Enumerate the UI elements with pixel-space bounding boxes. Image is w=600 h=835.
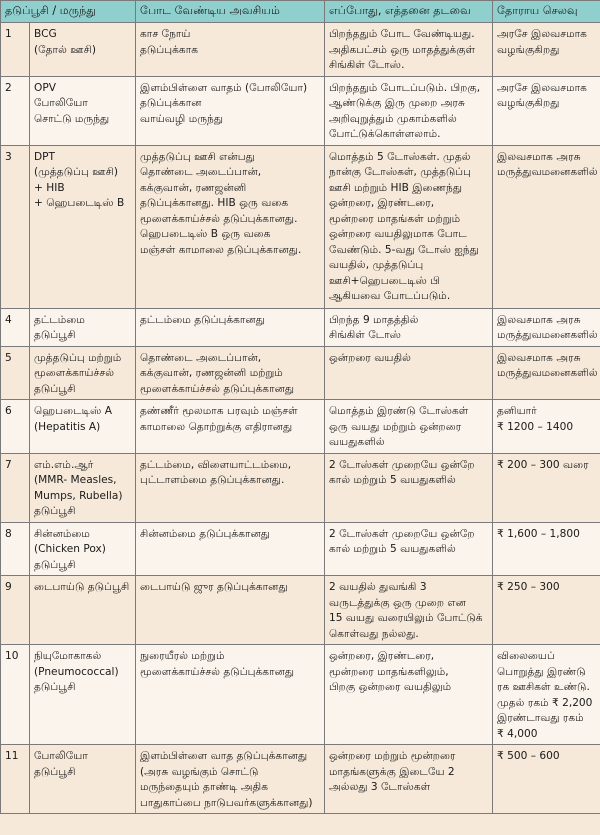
vaccine-line: + HIB (34, 181, 65, 194)
table-row (1, 576, 600, 645)
cost-line: ₹ 250 – 300 (497, 581, 560, 593)
row-number: 1 (1, 23, 30, 77)
vaccine-line: தடுப்பூசி (34, 329, 76, 341)
cell-purpose (136, 453, 325, 522)
cell-vaccine (30, 453, 136, 522)
when-line: கால் மற்றும் 5 வயதுகளில் (329, 543, 456, 555)
table-row (1, 645, 600, 745)
table-row (1, 145, 600, 308)
cell-vaccine (30, 576, 136, 645)
cell-vaccine (30, 522, 136, 576)
cell-cost (493, 346, 600, 400)
when-line: ஒன்றரை மற்றும் மூன்றரை (329, 750, 456, 762)
cell-when (325, 453, 493, 522)
vaccine-line: தடுப்பூசி (34, 765, 76, 778)
purpose-line: முத்தடுப்பு ஊசி என்பது (140, 150, 255, 163)
cell-purpose (136, 745, 325, 814)
when-line: 2 டோஸ்கள் முறையே ஒன்றே (329, 458, 475, 471)
cost-line: பொறுத்து இரண்டு (497, 665, 586, 678)
row-number: 5 (1, 346, 30, 400)
purpose-line: மஞ்சள் காமாலை தடுப்புக்கானது. (140, 243, 302, 256)
cost-line: தனியார் (497, 405, 537, 417)
vaccine-line: நியுமோகாகல் (34, 650, 102, 662)
cell-cost (493, 576, 600, 645)
vaccine-line: தடுப்பூசி (34, 382, 76, 395)
when-line: 2 டோஸ்கள் முறையே ஒன்றே (329, 527, 475, 540)
when-line: வயதில், முத்தடுப்பு (329, 259, 424, 271)
cell-vaccine (30, 400, 136, 454)
cell-vaccine (30, 308, 136, 346)
vaccine-line: போலியோ (34, 750, 88, 762)
purpose-line: தட்டம்மை தடுப்புக்கானது (140, 313, 265, 326)
table-row (1, 23, 600, 77)
vaccine-line: தடுப்பூசி (34, 505, 76, 517)
cost-line: வழங்குகிறது (497, 43, 560, 56)
vaccine-line: போலியோ (34, 97, 88, 109)
cell-vaccine (30, 346, 136, 400)
when-line: மொத்தம் 5 டோஸ்கள். முதல் (329, 150, 471, 163)
cell-when (325, 400, 493, 454)
cost-line: இலவசமாக அரசு (497, 313, 581, 326)
cell-purpose (136, 76, 325, 145)
cell-purpose (136, 145, 325, 308)
cell-purpose (136, 346, 325, 400)
when-line: சிங்கிள் டோஸ். (329, 59, 405, 71)
cell-when (325, 576, 493, 645)
row-number: 4 (1, 308, 30, 346)
cell-cost (493, 745, 600, 814)
table-header (1, 1, 600, 23)
row-number: 9 (1, 576, 30, 645)
cell-purpose (136, 522, 325, 576)
vaccine-line: (தோல் ஊசி) (34, 43, 97, 56)
cost-line: மருத்துவமனைகளில் (497, 367, 598, 379)
cell-purpose (136, 400, 325, 454)
purpose-line: தடுப்புக்கான (140, 97, 202, 109)
when-line: அறிவுறுத்தும் முகாம்களில் (329, 112, 457, 125)
cell-cost (493, 400, 600, 454)
cell-when (325, 522, 493, 576)
vaccine-line: DPT (34, 150, 56, 163)
vaccine-line: + ஹெபடைடிஸ் B (34, 197, 125, 209)
vaccine-line: தடுப்பூசி (34, 558, 76, 571)
vaccine-line: (MMR- Measles, (34, 474, 117, 486)
when-line: ஒன்றரை, இரண்டரை, (329, 197, 435, 209)
cost-line: ₹ 200 – 300 வரை (497, 458, 589, 471)
purpose-line: தொண்டை அடைப்பான், (140, 166, 262, 178)
header-vaccine: தடுப்பூசி / மருந்து (1, 1, 136, 23)
table-row (1, 522, 600, 576)
when-line: நான்கு டோஸ்கள், முத்தடுப்பு (329, 166, 472, 178)
cell-cost (493, 645, 600, 745)
cost-line: விலையைப் (497, 650, 555, 662)
purpose-line: கக்குவான், ரணஜன்னி (140, 181, 247, 194)
vaccine-line: சின்னம்மை (34, 527, 90, 540)
when-line: கால் மற்றும் 5 வயதுகளில் (329, 474, 456, 486)
cost-line: அரசே இலவசமாக (497, 81, 587, 94)
vaccine-line: முத்தடுப்பு மற்றும் (34, 351, 122, 364)
when-line: ஆகியவை போடப்படும். (329, 290, 451, 302)
purpose-line: தொண்டை அடைப்பான், (140, 351, 262, 364)
cell-when (325, 308, 493, 346)
when-line: ஒன்றரை வயதிலுமாக போட (329, 228, 467, 240)
vaccine-line: (Pneumococcal) (34, 665, 119, 678)
when-line: வேண்டும். 5-வது டோஸ் ஐந்து (329, 243, 479, 256)
cell-purpose (136, 576, 325, 645)
purpose-line: டைபாய்டு ஜுர தடுப்புக்கானது (140, 581, 288, 593)
vaccine-line: (Chicken Pox) (34, 543, 106, 555)
purpose-line: (அரசு வழங்கும் சொட்டு (140, 765, 259, 778)
cell-when (325, 346, 493, 400)
purpose-line: மூளைக்காய்ச்சல் தடுப்புக்கானது (140, 382, 295, 395)
vaccine-line: மூளைக்காய்ச்சல் (34, 367, 115, 379)
purpose-line: புட்டாளம்மை தடுப்புக்கானது. (140, 474, 285, 486)
purpose-line: தண்ணீர் மூலமாக பரவும் மஞ்சள் (140, 405, 298, 417)
cell-when (325, 145, 493, 308)
purpose-line: மருந்தையும் தாண்டி அதிக (140, 781, 268, 793)
when-line: அதிகபட்சம் ஒரு மாதத்துக்குள் (329, 43, 476, 56)
cost-line: ₹ 1200 – 1400 (497, 420, 574, 433)
cost-line: இரண்டாவது ரகம் (497, 712, 584, 724)
row-number: 10 (1, 645, 30, 745)
table-row (1, 453, 600, 522)
when-line: வயதுகளில் (329, 436, 385, 448)
vaccine-line: தட்டம்மை (34, 313, 85, 326)
purpose-line: ஹெபடைடிஸ் B ஒரு வகை (140, 228, 271, 240)
cell-vaccine (30, 76, 136, 145)
cost-line: ரக ஊசிகள் உண்டு. (497, 681, 590, 693)
vaccine-line: சொட்டு மருந்து (34, 112, 110, 125)
purpose-line: இளம்பிள்ளை வாதம் (போலியோ) (140, 81, 308, 94)
purpose-line: தடுப்புக்காக (140, 43, 199, 56)
when-line: மாதங்களுக்கு இடையே 2 (329, 765, 455, 778)
header-when: எப்போது, எத்தனை தடவை (325, 1, 493, 23)
cell-cost (493, 522, 600, 576)
table-row (1, 346, 600, 400)
purpose-line: காமாலை தொற்றுக்கு எதிரானது (140, 420, 293, 433)
purpose-line: மூளைக்காய்ச்சல் தடுப்புக்கானது (140, 665, 295, 678)
cost-line: முதல் ரகம் ₹ 2,200 (497, 696, 593, 709)
when-line: மூன்றரை மாதங்கள் மற்றும் (329, 212, 461, 225)
purpose-line: கக்குவான், ரணஜன்னி மற்றும் (140, 367, 283, 379)
vaccine-line: எம்.எம்.ஆர் (34, 458, 94, 471)
when-line: ஒரு வயது மற்றும் ஒன்றரை (329, 420, 462, 433)
cell-cost (493, 23, 600, 77)
purpose-line: பாதுகாப்பை நாடுபவர்களுக்கானது) (140, 796, 313, 809)
header-cost: தோராய செலவு (493, 1, 600, 23)
cell-cost (493, 453, 600, 522)
when-line: 15 வயது வரையிலும் போட்டுக் (329, 612, 483, 624)
table-row (1, 308, 600, 346)
vaccine-line: ஹெபடைடிஸ் A (34, 405, 112, 417)
vaccine-line: (Hepatitis A) (34, 420, 101, 433)
cost-line: ₹ 4,000 (497, 727, 538, 740)
when-line: 2 வயதில் துவங்கி 3 (329, 581, 427, 593)
when-line: பிறந்ததும் போட வேண்டியது. (329, 28, 475, 40)
vaccine-line: டைபாய்டு தடுப்பூசி (34, 581, 130, 593)
when-line: கொள்வது நல்லது. (329, 627, 419, 640)
cell-vaccine (30, 645, 136, 745)
when-line: ஊசி மற்றும் HIB இணைந்து (329, 181, 463, 194)
cell-when (325, 745, 493, 814)
vaccine-line: BCG (34, 28, 57, 40)
cost-line: அரசே இலவசமாக (497, 28, 587, 40)
when-line: ஒன்றரை, இரண்டரை, (329, 650, 435, 662)
cell-vaccine (30, 745, 136, 814)
cell-cost (493, 76, 600, 145)
purpose-line: நுரையீரல் மற்றும் (140, 650, 225, 662)
when-line: போட்டுக்கொள்ளலாம். (329, 128, 441, 140)
cell-vaccine (30, 23, 136, 77)
purpose-line: மூளைக்காய்ச்சல் தடுப்புக்கானது. (140, 212, 298, 225)
cell-purpose (136, 23, 325, 77)
table-row (1, 400, 600, 454)
when-line: ஊசி+ஹெபடைடிஸ் பி (329, 274, 440, 287)
row-number: 3 (1, 145, 30, 308)
cell-purpose (136, 645, 325, 745)
when-line: அல்லது 3 டோஸ்கள் (329, 781, 431, 793)
row-number: 2 (1, 76, 30, 145)
purpose-line: வாய்வழி மருந்து (140, 112, 224, 125)
when-line: மொத்தம் இரண்டு டோஸ்கள் (329, 405, 469, 417)
cost-line: இலவசமாக அரசு (497, 351, 581, 364)
cell-cost (493, 308, 600, 346)
row-number: 6 (1, 400, 30, 454)
purpose-line: தட்டம்மை, விளையாட்டம்மை, (140, 458, 292, 471)
row-number: 11 (1, 745, 30, 814)
cost-line: ₹ 500 – 600 (497, 750, 560, 762)
when-line: பிறகு ஒன்றரை வயதிலும் (329, 681, 452, 693)
vaccine-line: Mumps, Rubella) (34, 489, 123, 502)
table-row (1, 745, 600, 814)
purpose-line: இளம்பிள்ளை வாத தடுப்புக்கானது (140, 750, 308, 762)
cost-line: மருத்துவமனைகளில் (497, 329, 598, 341)
cost-line: ₹ 1,600 – 1,800 (497, 527, 580, 540)
when-line: பிறந்ததும் போடப்படும். பிறகு, (329, 81, 481, 94)
cost-line: மருத்துவமனைகளில் (497, 166, 598, 178)
cell-when (325, 76, 493, 145)
cell-purpose (136, 308, 325, 346)
vaccine-line: தடுப்பூசி (34, 681, 76, 693)
cell-cost (493, 145, 600, 308)
cell-vaccine (30, 145, 136, 308)
purpose-line: காச நோய் (140, 28, 191, 40)
when-line: ஒன்றரை வயதில் (329, 351, 411, 364)
table-body (1, 23, 600, 814)
cost-line: வழங்குகிறது (497, 97, 560, 109)
header-row (1, 1, 600, 23)
cell-when (325, 23, 493, 77)
cell-when (325, 645, 493, 745)
cost-line: இலவசமாக அரசு (497, 150, 581, 163)
when-line: மூன்றரை மாதங்களிலும், (329, 665, 449, 678)
purpose-line: சின்னம்மை தடுப்புக்கானது (140, 527, 270, 540)
table-row (1, 76, 600, 145)
vaccine-line: (முத்தடுப்பு ஊசி) (34, 166, 119, 178)
row-number: 8 (1, 522, 30, 576)
when-line: பிறந்த 9 மாதத்தில் (329, 313, 419, 326)
when-line: சிங்கிள் டோஸ் (329, 329, 402, 341)
purpose-line: தடுப்புக்கானது. HIB ஒரு வகை (140, 197, 289, 209)
header-purpose: போட வேண்டிய அவசியம் (136, 1, 325, 23)
row-number: 7 (1, 453, 30, 522)
vaccine-line: OPV (34, 81, 56, 94)
when-line: வருடத்துக்கு ஒரு முறை என (329, 596, 466, 609)
when-line: ஆண்டுக்கு இரு முறை அரசு (329, 97, 465, 109)
